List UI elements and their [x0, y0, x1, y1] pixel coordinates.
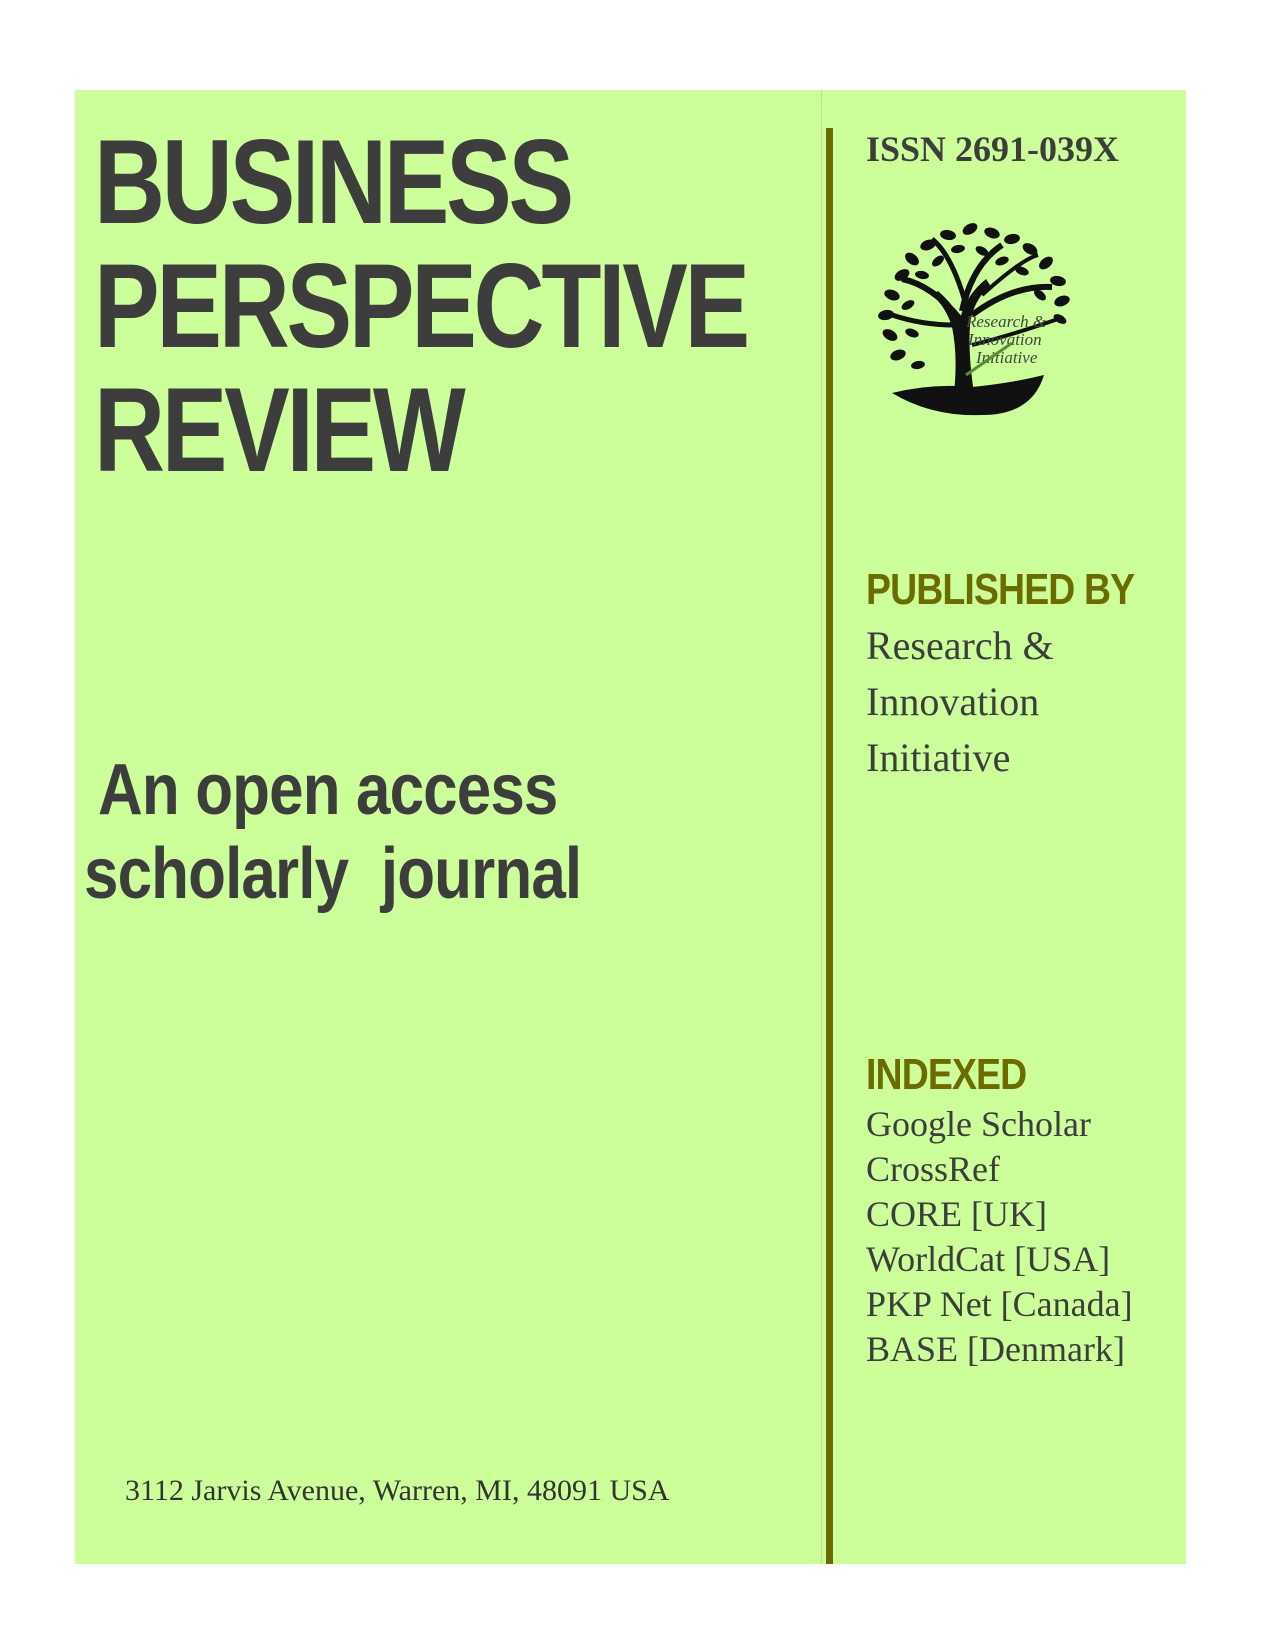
title-line-2: PERSPECTIVE [94, 239, 747, 373]
vertical-divider [826, 128, 833, 1564]
index-item: CORE [UK] [866, 1194, 1047, 1234]
index-item: PKP Net [Canada] [866, 1284, 1133, 1324]
guide-line [821, 90, 822, 1564]
index-list [866, 1102, 1133, 1372]
index-item: CrossRef [866, 1149, 1000, 1189]
title-line-1: BUSINESS [94, 115, 571, 249]
logo-text-line-2: Innovation [968, 330, 1042, 349]
logo-text-line-3: Initiative [976, 348, 1038, 367]
address: 3112 Jarvis Avenue, Warren, MI, 48091 USA [125, 1474, 670, 1507]
index-item: Google Scholar [866, 1104, 1091, 1144]
journal-title [94, 115, 747, 497]
publisher-line-2: Innovation [866, 679, 1040, 724]
index-item: BASE [Denmark] [866, 1329, 1125, 1369]
tree-logo-icon [862, 215, 1082, 435]
publisher-name [866, 618, 1054, 786]
index-item: WorldCat [USA] [866, 1239, 1111, 1279]
publisher-line-1: Research & [866, 623, 1054, 668]
indexed-heading: INDEXED [866, 1050, 1027, 1099]
logo-text-line-1: Research & [966, 312, 1047, 331]
published-by-heading: PUBLISHED BY [866, 565, 1135, 614]
issn: ISSN 2691-039X [866, 129, 1120, 169]
tagline [84, 748, 581, 916]
tagline-line-1: An open access [84, 750, 558, 830]
title-line-3: REVIEW [94, 363, 463, 497]
tagline-line-2: scholarly journal [84, 834, 582, 914]
publisher-line-3: Initiative [866, 735, 1011, 780]
